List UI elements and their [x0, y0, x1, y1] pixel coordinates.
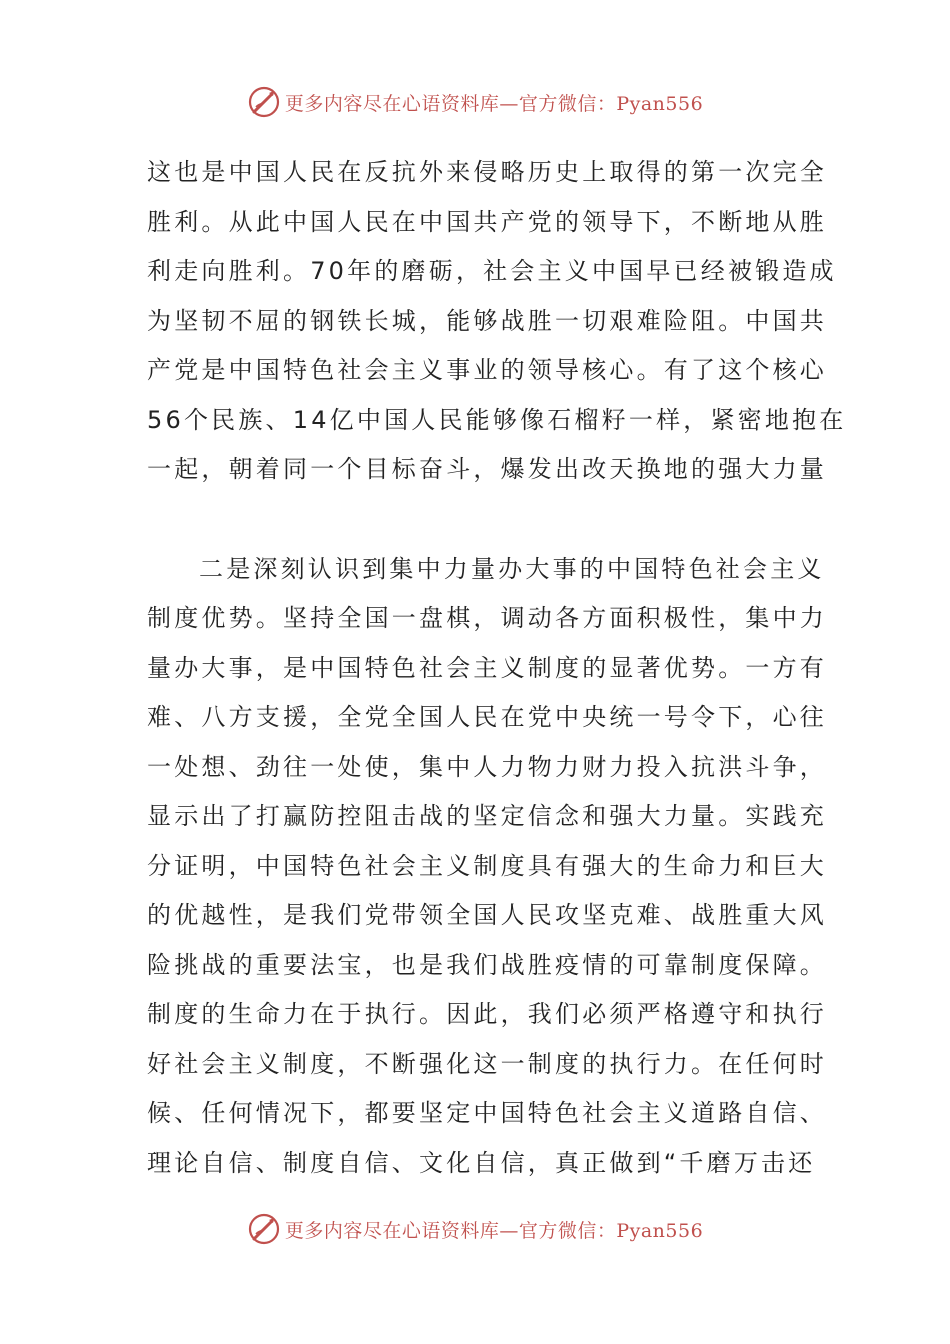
text-line: 量办大事，是中国特色社会主义制度的显著优势。一方有 — [147, 653, 827, 682]
text-line: 制度优势。坚持全国一盘棋，调动各方面积极性，集中力 — [147, 604, 827, 632]
paragraph-2 — [147, 545, 827, 1189]
text-line: 56个民族、14亿中国人民能够像石榴籽一样，紧密地抱在 — [147, 405, 847, 434]
text-line: 显示出了打赢防控阻击战的坚定信念和强大力量。实践充 — [147, 802, 827, 830]
header-banner — [0, 82, 950, 122]
banner-text: 更多内容尽在心语资料库—官方微信：Pyan556 — [284, 92, 704, 115]
text-line: 险挑战的重要法宝，也是我们战胜疫情的可靠制度保障。 — [147, 950, 827, 979]
text-line: 理论自信、制度自信、文化自信，真正做到“千磨万击还 — [147, 1148, 816, 1177]
text-line: 分证明，中国特色社会主义制度具有强大的生命力和巨大 — [147, 851, 827, 880]
text-line: 好社会主义制度，不断强化这一制度的执行力。在任何时 — [147, 1049, 827, 1078]
text-line: 产党是中国特色社会主义事业的领导核心。有了这个核心 — [147, 356, 827, 384]
banner-text: 更多内容尽在心语资料库—官方微信：Pyan556 — [284, 1219, 704, 1242]
text-line: 制度的生命力在于执行。因此，我们必须严格遵守和执行 — [147, 1000, 827, 1028]
text-line: 一处想、劲往一处使，集中人力物力财力投入抗洪斗争， — [147, 752, 827, 781]
text-line: 候、任何情况下，都要坚定中国特色社会主义道路自信、 — [147, 1099, 827, 1127]
text-line: 二是深刻认识到集中力量办大事的中国特色社会主义 — [199, 554, 825, 583]
text-line: 利走向胜利。70年的磨砺，社会主义中国早已经被锻造成 — [147, 257, 837, 285]
footer-banner — [0, 1209, 950, 1249]
text-line: 这也是中国人民在反抗外来侵略历史上取得的第一次完全 — [147, 158, 827, 186]
paragraph-1 — [147, 148, 847, 495]
pen-logo-icon — [247, 85, 281, 119]
text-line: 的优越性，是我们党带领全国人民攻坚克难、战胜重大风 — [147, 901, 827, 929]
paragraph-gap — [147, 495, 807, 545]
text-line: 胜利。从此中国人民在中国共产党的领导下，不断地从胜 — [147, 207, 827, 236]
text-line: 为坚韧不屈的钢铁长城，能够战胜一切艰难险阻。中国共 — [147, 306, 827, 335]
text-line: 难、八方支援，全党全国人民在党中央统一号令下，心往 — [147, 703, 827, 731]
document-body — [147, 148, 847, 1188]
text-line: 一起，朝着同一个目标奋斗，爆发出改天换地的强大力量 — [147, 455, 827, 483]
pen-logo-icon — [247, 1212, 281, 1246]
